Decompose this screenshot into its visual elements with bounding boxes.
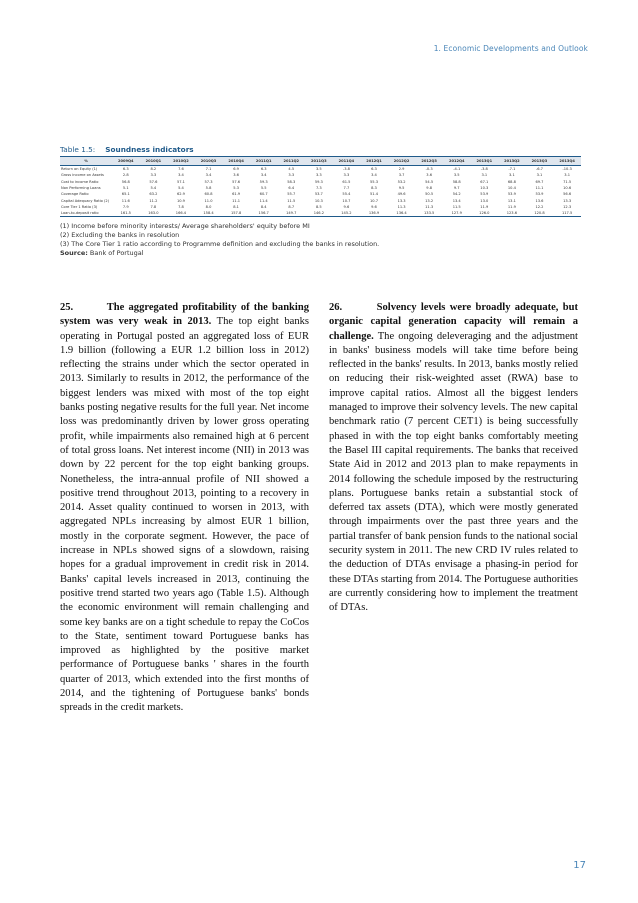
- table-cell: 11.5: [452, 204, 461, 209]
- column-header: 2012Q4: [443, 157, 471, 166]
- row-label: Cost to income Ratio: [61, 179, 99, 184]
- table-cell: 53.9: [507, 192, 516, 197]
- table-cell: 3.3: [150, 173, 157, 178]
- row-label: Return on Equity (1): [61, 167, 98, 172]
- table-cell: 7.3: [315, 186, 322, 191]
- row-label: Loan-to-deposit ratio: [60, 210, 112, 217]
- table-cell: 163.0: [140, 210, 168, 217]
- table-cell: 13.3: [397, 198, 406, 203]
- table-cell: -3.8: [480, 167, 488, 172]
- table-cell: 117.5: [553, 210, 581, 217]
- paragraph-25-lead: 25. The aggregated profitability of the banking system was very weak in 2013.: [60, 302, 309, 328]
- table-cell: 57.3: [204, 179, 213, 184]
- table-cell: 6.4: [288, 186, 295, 191]
- table-cell: 9.7: [453, 186, 460, 191]
- column-header: 2010Q3: [195, 157, 223, 166]
- table-cell: 3.6: [426, 173, 432, 178]
- table-cell: 6.3: [260, 167, 267, 172]
- table-cell: 120.8: [526, 210, 554, 217]
- column-header: 2012Q2: [388, 157, 416, 166]
- table-cell: 13.0: [480, 198, 489, 203]
- table-header-row: [60, 157, 581, 166]
- page-number: 17: [573, 860, 586, 871]
- column-header: 2013Q4: [553, 157, 581, 166]
- table-cell: 55.3: [369, 179, 378, 184]
- table-cell: 3.1: [509, 173, 515, 178]
- table-cell: 11.6: [121, 198, 130, 203]
- table-cell: -3.8: [342, 167, 350, 172]
- table-cell: 166.4: [167, 210, 195, 217]
- table-cell: 5.8: [205, 186, 212, 191]
- table-cell: 11.1: [232, 198, 241, 203]
- source-label: Source:: [60, 249, 88, 258]
- paragraph-26-body: The ongoing deleveraging and the adjustment in banks' business models will take time before being reflected in the banks' results. In 2013, banks mostly relied on reducing their risk-weighted asset (RWA) base to improve capital ratios. Almost all the biggest lenders managed to improve their solvency levels. The new capital benchmark ratio (7 percent CET1) is being successfully phased in with the top eight banks comfortably meeting the Basel III capital requirements. The banks that received State Aid in 2012 and 2013 plan to make repayments in 2014 following the schedule imposed by the restructuring plans. Portuguese banks retain a substantial stock of deferred tax assets (DTA), which were mostly generated through impairments over the past three years and the partial transfer of bank pension funds to the national social security system in 2011. The new CRD IV rules related to the deduction of DTAs envisage a phasing-in period for these DTAs starting from 2014. The Portuguese authorities are currently considering how to implement the treatment of DTAs.: [329, 330, 578, 614]
- table-cell: 49.6: [397, 192, 406, 197]
- table-cell: 62.9: [176, 192, 185, 197]
- table-cell: 10.3: [314, 198, 323, 203]
- table-cell: 10.3: [480, 186, 489, 191]
- table-cell: 11.5: [287, 198, 296, 203]
- table-cell: 158.4: [195, 210, 223, 217]
- column-header: 2013Q1: [471, 157, 499, 166]
- table-note-3: (3) The Core Tier 1 ratio according to Programme definition and excluding the banks in resolution.: [60, 240, 380, 249]
- paragraph-26: [329, 301, 578, 616]
- table-cell: 7.8: [150, 204, 157, 209]
- table-cell: -10.3: [562, 167, 572, 172]
- table-cell: 12.2: [535, 204, 544, 209]
- table-cell: 7.6: [178, 167, 184, 172]
- table-cell: -6.7: [535, 167, 543, 172]
- table-cell: 3.3: [288, 173, 295, 178]
- table-cell: 54.5: [425, 179, 434, 184]
- table-cell: 8.0: [205, 204, 212, 209]
- table-cell: 58.8: [452, 179, 461, 184]
- soundness-indicators-table: [60, 156, 581, 217]
- table-cell: 60.8: [204, 192, 213, 197]
- table-cell: 156.7: [250, 210, 278, 217]
- table-cell: 53.9: [480, 192, 489, 197]
- table-cell: 5.4: [178, 186, 184, 191]
- table-number: Table 1.5:: [60, 145, 96, 154]
- table-cell: 4.5: [288, 167, 295, 172]
- table-row: [60, 166, 581, 173]
- soundness-table-block: [60, 145, 581, 258]
- table-cell: 10.4: [507, 186, 516, 191]
- table-cell: 10.9: [176, 198, 185, 203]
- row-label: Non Performing Loans: [61, 186, 101, 191]
- table-cell: 13.4: [452, 198, 461, 203]
- table-cell: 8.5: [315, 204, 322, 209]
- table-cell: 8.7: [288, 204, 295, 209]
- table-cell: 126.0: [471, 210, 499, 217]
- table-cell: 3.3: [343, 173, 350, 178]
- table-cell: 127.9: [443, 210, 471, 217]
- table-cell: 3.1: [536, 173, 543, 178]
- table-cell: 3.5: [453, 173, 460, 178]
- column-header: 2010Q1: [140, 157, 168, 166]
- table-cell: 59.3: [259, 179, 268, 184]
- table-cell: 145.2: [333, 210, 361, 217]
- table-cell: 13.6: [535, 198, 544, 203]
- table-cell: 5.3: [233, 186, 239, 191]
- table-cell: 3.4: [178, 173, 184, 178]
- right-text-column: [329, 301, 578, 616]
- table-note-2: (2) Excluding the banks in resolution: [60, 231, 180, 240]
- column-header: 2011Q4: [333, 157, 361, 166]
- table-cell: 2.9: [398, 167, 405, 172]
- table-cell: 69.7: [535, 179, 544, 184]
- table-cell: 10.6: [563, 186, 572, 191]
- table-cell: 3.1: [564, 173, 570, 178]
- row-label: Coverage Ratio: [61, 192, 89, 197]
- table-cell: 58.3: [287, 179, 296, 184]
- table-cell: 7.1: [205, 167, 212, 172]
- table-cell: 6.9: [233, 167, 239, 172]
- table-cell: 7.8: [178, 204, 184, 209]
- table-cell: 11.4: [259, 198, 268, 203]
- table-cell: 149.7: [277, 210, 305, 217]
- table-cell: 7.7: [343, 186, 350, 191]
- table-cell: 6.3: [122, 167, 129, 172]
- table-cell: 9.6: [343, 204, 350, 209]
- left-text-column: [60, 301, 309, 716]
- table-cell: 54.2: [452, 192, 461, 197]
- table-cell: 11.3: [397, 204, 406, 209]
- table-cell: 3.7: [398, 173, 405, 178]
- paragraph-25: [60, 301, 309, 716]
- table-notes: [60, 222, 581, 258]
- table-title: Soundness indicators: [105, 145, 194, 154]
- table-cell: 61.5: [342, 179, 351, 184]
- table-cell: 3.5: [315, 167, 322, 172]
- table-cell: 12.3: [563, 204, 572, 209]
- table-cell: 13.1: [507, 198, 516, 203]
- table-cell: 53.2: [397, 179, 406, 184]
- table-cell: 61.9: [232, 192, 241, 197]
- table-cell: 136.4: [388, 210, 416, 217]
- table-cell: 11.2: [149, 198, 158, 203]
- table-cell: 6.3: [371, 167, 377, 172]
- table-cell: 50.5: [425, 192, 434, 197]
- source-text: Bank of Portugal: [87, 249, 144, 258]
- table-cell: 13.2: [425, 198, 434, 203]
- table-cell: 157.8: [222, 210, 250, 217]
- column-header: 2011Q3: [305, 157, 333, 166]
- table-row: [60, 210, 581, 217]
- table-cell: 123.6: [498, 210, 526, 217]
- table-cell: 5.1: [122, 186, 129, 191]
- table-cell: 65.1: [121, 192, 130, 197]
- table-cell: 133.5: [415, 210, 443, 217]
- table-cell: 56.6: [563, 192, 572, 197]
- column-header: 2012Q3: [415, 157, 443, 166]
- table-cell: 11.9: [507, 204, 516, 209]
- table-note-1: (1) Income before minority interests/ Average shareholders' equity before MI: [60, 222, 310, 231]
- table-cell: -4.1: [453, 167, 461, 172]
- column-header: 2012Q1: [360, 157, 388, 166]
- table-cell: 3.4: [371, 173, 377, 178]
- table-caption: [60, 145, 581, 154]
- table-cell: 9.6: [371, 204, 377, 209]
- row-label: Gross income on Assets: [61, 173, 104, 178]
- table-cell: 8.1: [233, 204, 239, 209]
- table-cell: 13.3: [563, 198, 572, 203]
- table-cell: 11.0: [204, 198, 213, 203]
- table-cell: 2.8: [122, 173, 129, 178]
- table-cell: 53.9: [535, 192, 544, 197]
- column-header-unit: %: [60, 157, 112, 166]
- table-cell: 59.3: [314, 179, 323, 184]
- table-cell: 55.4: [342, 192, 351, 197]
- table-cell: 68.8: [507, 179, 516, 184]
- paragraph-26-lead: 26. Solvency levels were broadly adequate, but organic capital generation capacity will remain a challenge.: [329, 302, 578, 342]
- table-cell: 7.9: [122, 204, 129, 209]
- table-cell: 9.8: [426, 186, 432, 191]
- table-cell: 8.4: [260, 204, 267, 209]
- table-cell: 57.6: [149, 179, 158, 184]
- table-cell: 51.4: [369, 192, 378, 197]
- table-cell: 60.7: [259, 192, 268, 197]
- row-label: Core Tier 1 Ratio (3): [61, 204, 98, 209]
- column-header: 2010Q4: [222, 157, 250, 166]
- table-cell: 3.4: [260, 173, 267, 178]
- table-cell: 57.6: [232, 179, 241, 184]
- table-cell: 56.8: [121, 179, 130, 184]
- table-cell: 10.7: [369, 198, 378, 203]
- table-cell: 10.7: [342, 198, 351, 203]
- table-cell: 53.7: [314, 192, 323, 197]
- table-cell: 161.5: [112, 210, 140, 217]
- table-cell: 136.9: [360, 210, 388, 217]
- table-body: [60, 166, 581, 217]
- column-header: 2011Q1: [250, 157, 278, 166]
- table-cell: 3.4: [205, 173, 212, 178]
- table-cell: 9.5: [398, 186, 405, 191]
- table-cell: 11.1: [535, 186, 544, 191]
- paragraph-25-body: The top eight banks operating in Portugal posted an aggregated loss of EUR 1.9 billion (following a EUR 1.2 billion loss in 2012) reflecting the strains under which the sector operated in 2013. Similarly to results in 2012, the performance of the biggest lenders was mixed with most of the top eight banks posting negative results for the full year. Net income loss was predominantly driven by lower gross operating profit, while impairments also remained high at 6 percent of total gross loans. Net interest income (NII) in 2013 was down by 22 percent for the top eight banking groups. Nonetheless, the intra-annual profile of NII showed a positive trend throughout 2013, pointing to a recovery in 2014. Asset quality continued to worsen in 2013, with aggregated NPLs increasing by almost EUR 1 billion, mostly in the corporate segment. However, the pace of increase in NPLs showed signs of a slowdown, raising hopes for a gradual improvement in credit risk in 2014. Banks' capital levels increased in 2013, continuing the positive trend started two years ago (Table 1.5). Although the economic environment will remain challenging and some key banks are on a tight schedule to repay the CoCos to the State, sentiment toward Portuguese banks has improved as highlighted by the positive market performance of Portuguese banks ' shares in the fourth quarter of 2013, which extended into the first months of 2014, and the tightening of Portuguese banks' bonds spreads in the credit markets.: [60, 316, 309, 714]
- column-header: 2009Q4: [112, 157, 140, 166]
- table-cell: 5.4: [150, 186, 157, 191]
- table-cell: 11.9: [480, 204, 489, 209]
- table-cell: -7.1: [508, 167, 516, 172]
- column-header: 2010Q2: [167, 157, 195, 166]
- table-cell: 71.5: [563, 179, 572, 184]
- table-cell: -0.3: [425, 167, 433, 172]
- column-header: 2013Q2: [498, 157, 526, 166]
- table-cell: 8.2: [150, 167, 157, 172]
- row-label: Capital Adequacy Ratio (2): [61, 198, 110, 203]
- table-cell: 3.3: [315, 173, 322, 178]
- table-cell: 3.1: [481, 173, 488, 178]
- table-cell: 11.3: [425, 204, 434, 209]
- table-cell: 3.6: [233, 173, 239, 178]
- table-source: [60, 249, 581, 258]
- running-header: 1. Economic Developments and Outlook: [433, 44, 588, 53]
- table-cell: 5.5: [260, 186, 267, 191]
- column-header: 2011Q2: [277, 157, 305, 166]
- table-cell: 63.2: [149, 192, 158, 197]
- table-cell: 146.2: [305, 210, 333, 217]
- column-header: 2013Q3: [526, 157, 554, 166]
- table-cell: 8.3: [371, 186, 377, 191]
- table-cell: 57.1: [176, 179, 185, 184]
- table-cell: 67.1: [480, 179, 489, 184]
- table-cell: 55.7: [287, 192, 296, 197]
